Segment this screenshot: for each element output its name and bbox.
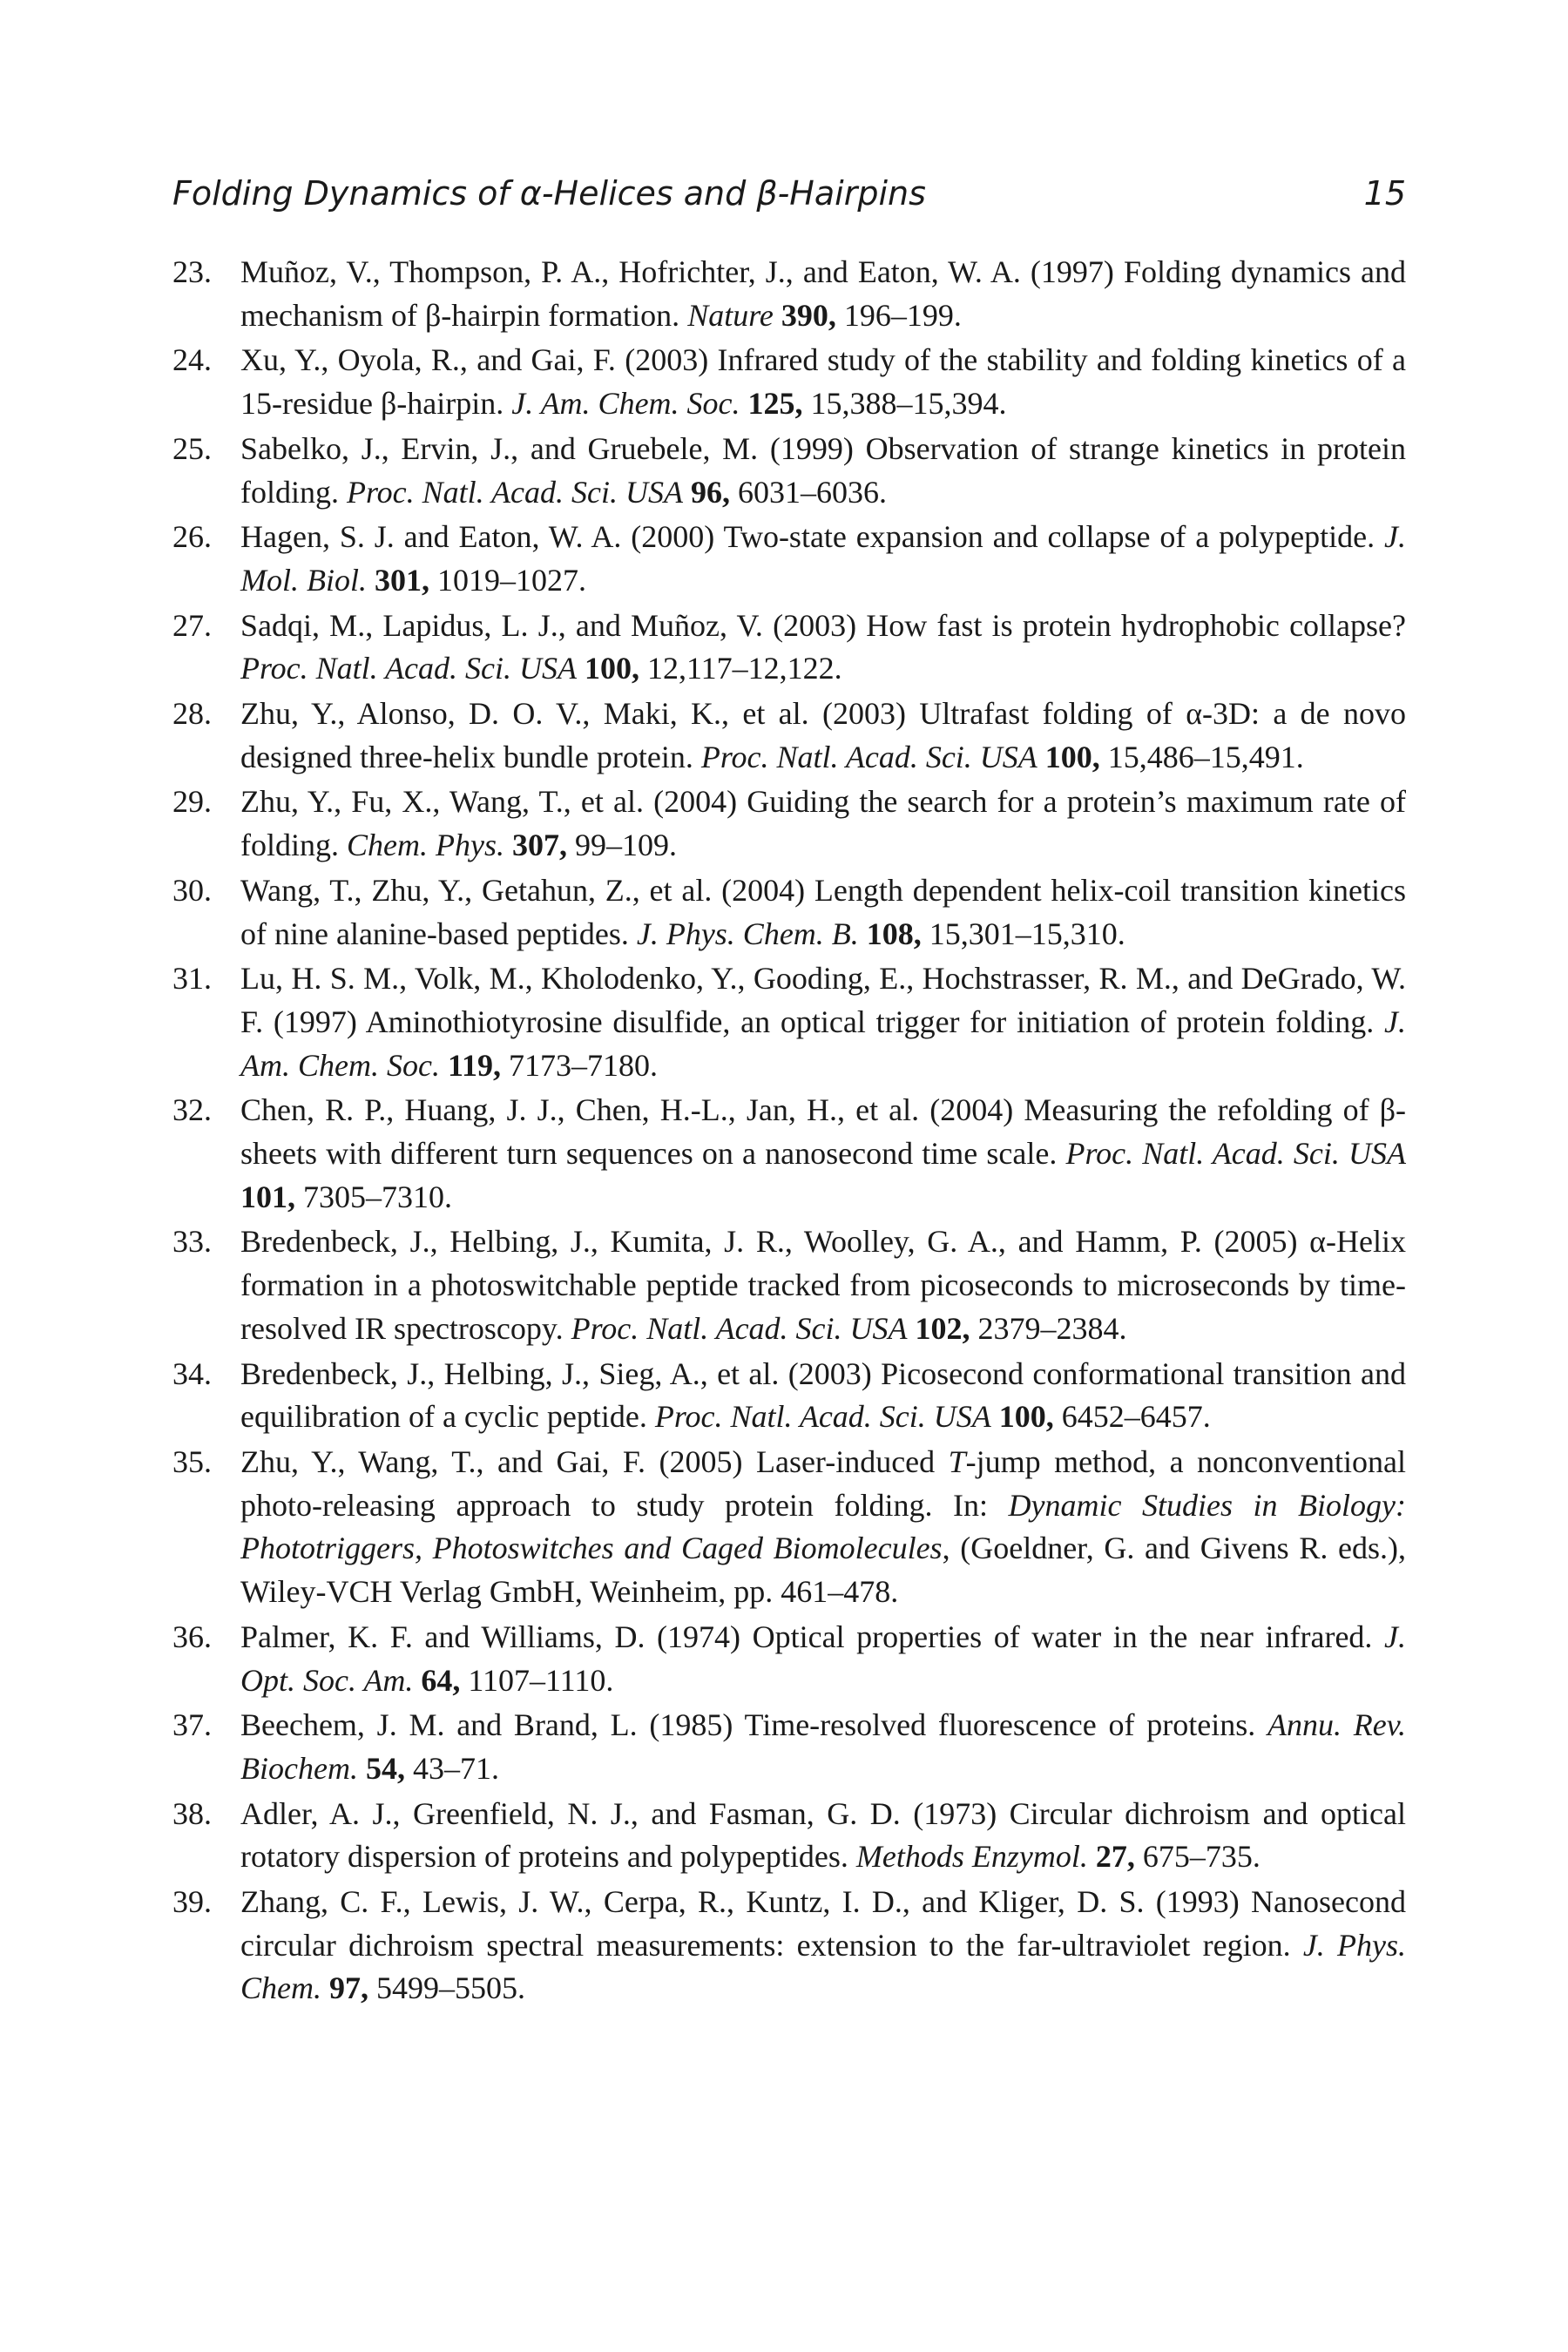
reference-text: Sabelko, J., Ervin, J., and Gruebele, M. (1999) Observation of strange kinetics in protein folding. <box>240 430 1406 510</box>
reference-item <box>172 516 1406 602</box>
italic-symbol: T <box>948 1443 966 1479</box>
reference-item <box>172 1353 1406 1439</box>
journal-name: J. Phys. Chem. <box>240 1927 1406 2006</box>
separator <box>991 1399 999 1434</box>
reference-text: Bredenbeck, J., Helbing, J., Sieg, A., et al. (2003) Picosecond conformational transition and equilibration of a cyclic peptide. <box>240 1355 1406 1435</box>
reference-item <box>172 428 1406 514</box>
reference-number: 32. <box>172 1092 212 1128</box>
separator <box>908 1311 916 1346</box>
journal-name: J. Am. Chem. Soc. <box>240 1004 1406 1083</box>
reference-item <box>172 957 1406 1087</box>
separator <box>683 475 691 510</box>
volume: 101, <box>240 1179 295 1214</box>
journal-name: J. Am. Chem. Soc. <box>511 386 740 422</box>
reference-number: 35. <box>172 1443 212 1479</box>
pages: 6031–6036. <box>729 474 887 510</box>
separator <box>1037 740 1045 774</box>
pages: 7173–7180. <box>500 1047 658 1083</box>
volume: 125, <box>747 386 803 422</box>
journal-name: J. Opt. Soc. Am. <box>240 1619 1406 1698</box>
journal-name: Nature <box>687 297 774 333</box>
pages: 1107–1110. <box>460 1662 614 1698</box>
pages: 15,388–15,394. <box>802 386 1007 422</box>
reference-item <box>172 605 1406 691</box>
volume: 390, <box>781 297 836 333</box>
reference-item <box>172 1881 1406 2011</box>
reference-text: Zhang, C. F., Lewis, J. W., Cerpa, R., Kuntz, I. D., and Kliger, D. S. (1993) Nanosecond circular dichroism spectral measurements: extension to the far-ultraviolet region. <box>240 1884 1406 1963</box>
reference-text: Palmer, K. F. and Williams, D. (1974) Optical properties of water in the near infrared. <box>240 1619 1385 1654</box>
reference-item <box>172 781 1406 867</box>
reference-number: 37. <box>172 1707 212 1743</box>
separator <box>413 1663 421 1698</box>
journal-name: Proc. Natl. Acad. Sci. USA <box>347 474 683 510</box>
reference-number: 31. <box>172 961 212 997</box>
reference-number: 38. <box>172 1795 212 1831</box>
pages: 99–109. <box>566 828 677 863</box>
reference-item <box>172 1704 1406 1790</box>
reference-item <box>172 1793 1406 1879</box>
page-number: 15 <box>1363 174 1406 213</box>
reference-number: 26. <box>172 519 212 555</box>
chapter-title: Folding Dynamics of α-Helices and β-Hairpins <box>172 174 926 213</box>
journal-name: Proc. Natl. Acad. Sci. USA <box>571 1310 908 1346</box>
reference-item <box>172 869 1406 956</box>
pages: 7305–7310. <box>295 1179 452 1214</box>
reference-item <box>172 1220 1406 1350</box>
separator <box>740 386 748 421</box>
reference-text: Adler, A. J., Greenfield, N. J., and Fasman, G. D. (1973) Circular dichroism and optical rotatory dispersion of proteins and polypeptides. <box>240 1795 1406 1875</box>
reference-number: 27. <box>172 607 212 643</box>
volume: 54, <box>365 1750 405 1786</box>
reference-text: Sadqi, M., Lapidus, L. J., and Muñoz, V. (2003) How fast is protein hydrophobic collapse? <box>240 607 1406 643</box>
reference-item <box>172 1089 1406 1219</box>
reference-item <box>172 1441 1406 1614</box>
separator <box>577 651 585 686</box>
pages: 15,486–15,491. <box>1099 739 1304 774</box>
volume: 301, <box>374 562 429 598</box>
reference-list <box>172 251 1406 2012</box>
reference-text: Zhu, Y., Wang, T., and Gai, F. (2005) Laser-induced <box>240 1443 949 1479</box>
volume: 100, <box>998 1399 1054 1435</box>
pages: 5499–5505. <box>368 1970 525 2006</box>
volume: 64, <box>421 1662 461 1698</box>
reference-number: 25. <box>172 430 212 466</box>
separator <box>859 916 867 951</box>
reference-number: 33. <box>172 1224 212 1260</box>
pages: 1019–1027. <box>429 562 586 598</box>
reference-text: Muñoz, V., Thompson, P. A., Hofrichter, J., and Eaton, W. A. (1997) Folding dynamics and mechanism of β-hairpin formation. <box>240 254 1406 333</box>
volume: 119, <box>447 1047 501 1083</box>
reference-item <box>172 693 1406 779</box>
reference-number: 28. <box>172 696 212 732</box>
reference-item <box>172 251 1406 337</box>
reference-text: Lu, H. S. M., Volk, M., Kholodenko, Y., Gooding, E., Hochstrasser, R. M., and DeGrado, W. F. (1997) Aminothiotyrosine disulfide, an optical trigger for initiation of protein folding. <box>240 961 1406 1039</box>
journal-name: Annu. Rev. Biochem. <box>240 1707 1406 1786</box>
pages: 675–735. <box>1134 1839 1260 1875</box>
reference-item <box>172 339 1406 425</box>
separator <box>1088 1839 1096 1874</box>
separator <box>504 828 512 862</box>
reference-text: Chen, R. P., Huang, J. J., Chen, H.-L., Jan, H., et al. (2004) Measuring the refolding of β-sheets with different turn sequences on a nanosecond time scale. <box>240 1092 1406 1172</box>
journal-name: Proc. Natl. Acad. Sci. USA <box>700 739 1037 774</box>
reference-number: 30. <box>172 872 212 908</box>
reference-number: 29. <box>172 784 212 820</box>
volume: 100, <box>584 651 639 686</box>
volume: 307, <box>511 828 567 863</box>
pages: 2379–2384. <box>970 1310 1127 1346</box>
reference-text-continued: -jump method, a nonconventional photo-releasing approach to study protein folding. In: <box>240 1443 1406 1523</box>
reference-number: 39. <box>172 1884 212 1920</box>
pages: 6452–6457. <box>1053 1399 1211 1435</box>
publisher-info: , (Goeldner, G. and Givens R. eds.), Wiley-VCH Verlag GmbH, Weinheim, pp. 461–478. <box>240 1531 1406 1610</box>
reference-text: Zhu, Y., Alonso, D. O. V., Maki, K., et al. (2003) Ultrafast folding of α-3D: a de novo designed three-helix bundle protein. <box>240 696 1406 774</box>
journal-name: Methods Enzymol. <box>855 1839 1088 1875</box>
journal-name: Proc. Natl. Acad. Sci. USA <box>1065 1136 1406 1172</box>
volume: 27, <box>1095 1839 1135 1875</box>
reference-number: 36. <box>172 1619 212 1654</box>
separator <box>358 1751 366 1786</box>
reference-text: Bredenbeck, J., Helbing, J., Kumita, J. R., Woolley, G. A., and Hamm, P. (2005) α-Helix formation in a photoswitchable peptide tracked from picoseconds to microseconds by time-resolved IR spectroscopy. <box>240 1224 1406 1346</box>
separator <box>440 1048 448 1083</box>
journal-name: J. Mol. Biol. <box>240 519 1406 598</box>
separator <box>774 298 781 333</box>
reference-number: 24. <box>172 342 212 378</box>
volume: 108, <box>866 916 922 951</box>
pages: 15,301–15,310. <box>921 916 1125 951</box>
journal-name: J. Phys. Chem. B. <box>636 916 859 951</box>
reference-text: Hagen, S. J. and Eaton, W. A. (2000) Two-state expansion and collapse of a polypeptide. <box>240 519 1385 555</box>
journal-name: Proc. Natl. Acad. Sci. USA <box>654 1399 991 1435</box>
separator <box>367 563 375 598</box>
book-title: Dynamic Studies in Biology: Phototriggers, Photoswitches and Caged Biomolecules <box>240 1487 1406 1566</box>
reference-item <box>172 1616 1406 1702</box>
running-head <box>172 167 1406 220</box>
reference-text: Wang, T., Zhu, Y., Getahun, Z., et al. (2004) Length dependent helix-coil transition kinetics of nine alanine-based peptides. <box>240 872 1406 951</box>
pages: 196–199. <box>835 297 962 333</box>
reference-number: 23. <box>172 254 212 289</box>
volume: 97, <box>329 1970 368 2006</box>
journal-name: Chem. Phys. <box>347 828 504 863</box>
pages: 12,117–12,122. <box>639 651 842 686</box>
reference-number: 34. <box>172 1355 212 1391</box>
reference-text: Xu, Y., Oyola, R., and Gai, F. (2003) Infrared study of the stability and folding kinetics of a 15-residue β-hairpin. <box>240 342 1406 422</box>
volume: 100, <box>1044 739 1100 774</box>
separator <box>321 1970 329 2005</box>
journal-name: Proc. Natl. Acad. Sci. USA <box>240 651 577 686</box>
reference-text: Zhu, Y., Fu, X., Wang, T., et al. (2004) Guiding the search for a protein’s maximum rate of folding. <box>240 784 1406 863</box>
pages: 43–71. <box>404 1750 499 1786</box>
reference-text: Beechem, J. M. and Brand, L. (1985) Time-resolved fluorescence of proteins. <box>240 1707 1267 1743</box>
volume: 102, <box>915 1310 970 1346</box>
volume: 96, <box>690 474 730 510</box>
